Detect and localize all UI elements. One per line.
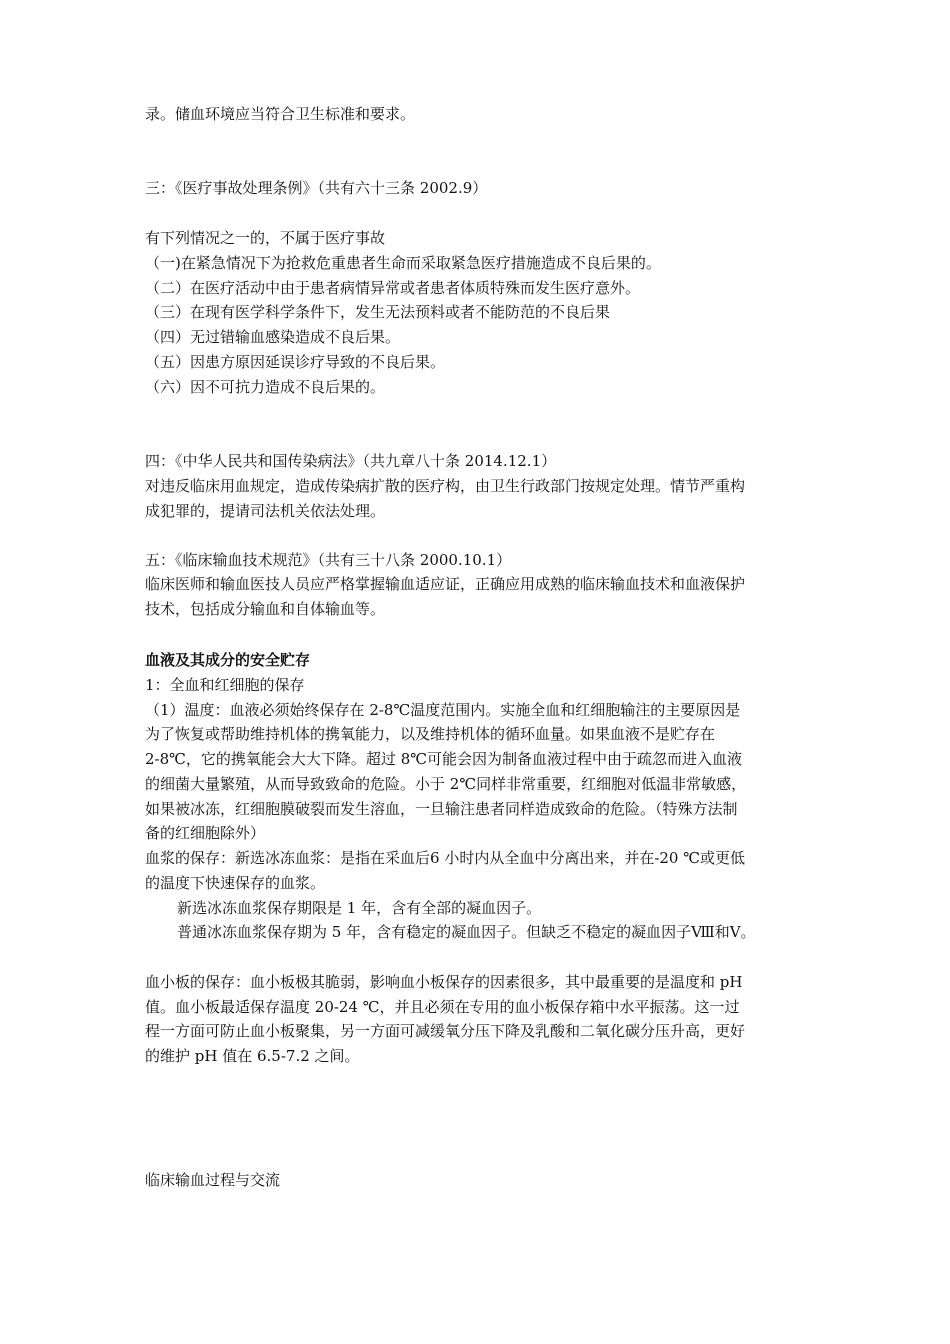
text-line: 临床医师和输血医技人员应严格掌握输血适应证，正确应用成熟的临床输血技术和血液保护 <box>145 575 746 593</box>
list-item: （二）在医疗活动中由于患者病情异常或者患者体质特殊而发生医疗意外。 <box>145 279 641 297</box>
text-line: 血浆的保存：新选冰冻血浆：是指在采血后6 小时内从全血中分离出来，并在-20 ℃或更低 <box>145 849 746 867</box>
text-line: 备的红细胞除外） <box>145 824 266 842</box>
list-item: （四）无过错输血感染造成不良后果。 <box>145 328 401 346</box>
text-line: 2-8℃，它的携氧能会大大下降。超过 8℃可能会因为制备血液过程中由于疏忽而进入血液 <box>145 750 743 768</box>
section-heading: 五：《临床输血技术规范》（共有三十八条 2000.10.1） <box>145 551 512 569</box>
text-line: 值。血小板最适保存温度 20-24 ℃，并且必须在专用的血小板保存箱中水平振荡。这一过 <box>145 998 740 1016</box>
section-heading: 三：《医疗事故处理条例》（共有六十三条 2002.9） <box>145 179 488 197</box>
text-line: 新选冰冻血浆保存期限是 1 年，含有全部的凝血因子。 <box>177 899 542 917</box>
text-line: 对违反临床用血规定，造成传染病扩散的医疗构，由卫生行政部门按规定处理。情节严重构 <box>145 477 746 495</box>
text-line: （1）温度：血液必须始终保存在 2-8℃温度范围内。实施全血和红细胞输注的主要原因是 <box>145 701 741 719</box>
list-item: （一)在紧急情况下为抢救危重患者生命而采取紧急医疗措施造成不良后果的。 <box>145 254 661 272</box>
list-item: （三）在现有医学科学条件下，发生无法预料或者不能防范的不良后果 <box>145 303 611 321</box>
text-line: 有下列情况之一的，不属于医疗事故 <box>145 229 386 247</box>
text-line: 血小板的保存：血小板极其脆弱，影响血小板保存的因素很多，其中最重要的是温度和 pH <box>145 973 743 991</box>
text-line: 的维护 pH 值在 6.5-7.2 之间。 <box>145 1047 360 1065</box>
bold-heading: 血液及其成分的安全贮存 <box>145 651 311 669</box>
subheading: 1：全血和红细胞的保存 <box>145 676 305 694</box>
text-line: 的细菌大量繁殖，从而导致致命的危险。小于 2℃同样非常重要，红细胞对低温非常敏感， <box>145 775 747 793</box>
text-line: 录。储血环境应当符合卫生标准和要求。 <box>145 105 416 123</box>
section-heading: 四：《中华人民共和国传染病法》（共九章八十条 2014.12.1） <box>145 452 557 470</box>
text-line: 的温度下快速保存的血浆。 <box>145 874 326 892</box>
list-item: （六）因不可抗力造成不良后果的。 <box>145 378 386 396</box>
text-line: 如果被冰冻，红细胞膜破裂而发生溶血，一旦输注患者同样造成致命的危险。（特殊方法制 <box>145 800 738 818</box>
text-line: 技术，包括成分输血和自体输血等。 <box>145 600 386 618</box>
list-item: （五）因患方原因延误诊疗导致的不良后果。 <box>145 353 446 371</box>
text-line: 成犯罪的，提请司法机关依法处理。 <box>145 502 386 520</box>
section-heading: 临床输血过程与交流 <box>145 1171 281 1189</box>
text-line: 为了恢复或帮助维持机体的携氧能力，以及维持机体的循环血量。如果血液不是贮存在 <box>145 725 716 743</box>
text-line: 程一方面可防止血小板聚集，另一方面可减缓氧分压下降及乳酸和二氧化碳分压升高，更好 <box>145 1022 746 1040</box>
text-line: 普通冰冻血浆保存期为 5 年，含有稳定的凝血因子。但缺乏不稳定的凝血因子Ⅷ和Ⅴ。 <box>177 923 756 941</box>
